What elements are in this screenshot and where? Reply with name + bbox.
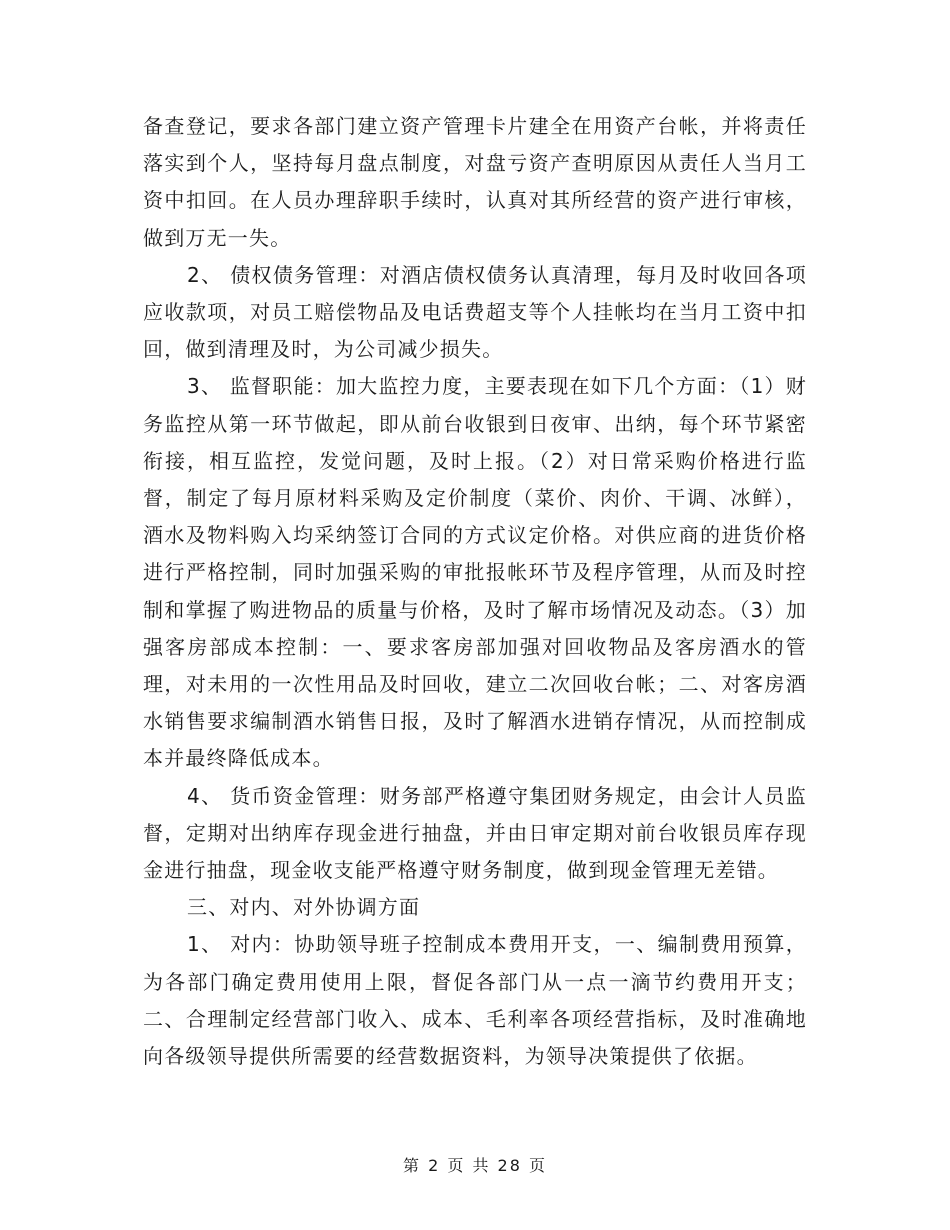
page-number-footer: 第 2 页 共 28 页: [403, 1156, 547, 1175]
paragraph-debt-management: 2、 债权债务管理：对酒店债权债务认真清理，每月及时收回各项应收款项，对员工赔偿物品及电话费超支等个人挂帐均在当月工资中扣回，做到清理及时，为公司减少损失。: [143, 262, 807, 362]
paragraph-internal-coordination: 1、 对内：协助领导班子控制成本费用开支，一、编制费用预算，为各部门确定费用使用上限，督促各部门从一点一滴节约费用开支；二、合理制定经营部门收入、成本、毛利率各项经营指标，及时准确地向各级领导提供所需要的经营数据资料，为领导决策提供了依据。: [143, 932, 807, 1069]
section-heading-coordination: 三、对内、对外协调方面: [187, 895, 421, 920]
document-body: [143, 108, 807, 1075]
paragraph-asset-registration: 备查登记，要求各部门建立资产管理卡片建全在用资产台帐，并将责任落实到个人，坚持每月盘点制度，对盘亏资产查明原因从责任人当月工资中扣回。在人员办理辞职手续时，认真对其所经营的资产进行审核，做到万无一失。: [143, 114, 807, 250]
paragraph-supervision: 3、 监督职能：加大监控力度，主要表现在如下几个方面：（1）财务监控从第一环节做起，即从前台收银到日夜审、出纳，每个环节紧密衔接，相互监控，发觉问题，及时上报。（2）对日常采购价格进行监督，制定了每月原材料采购及定价制度（菜价、肉价、干调、冰鲜），酒水及物料购入均采纳签订合同的方式议定价格。对供应商的进货价格进行严格控制，同时加强采购的审批报帐环节及程序管理，从而及时控制和掌握了购进物品的质量与价格，及时了解市场情况及动态。（3）加强客房部成本控制：一、要求客房部加强对回收物品及客房酒水的管理，对未用的一次性用品及时回收，建立二次回收台帐；二、对客房酒水销售要求编制酒水销售日报，及时了解酒水进销存情况，从而控制成本并最终降低成本。: [143, 374, 807, 771]
paragraph-cash-management: 4、 货币资金管理：财务部严格遵守集团财务规定，由会计人员监督，定期对出纳库存现金进行抽盘，并由日审定期对前台收银员库存现金进行抽盘，现金收支能严格遵守财务制度，做到现金管理无差错。: [143, 783, 807, 883]
